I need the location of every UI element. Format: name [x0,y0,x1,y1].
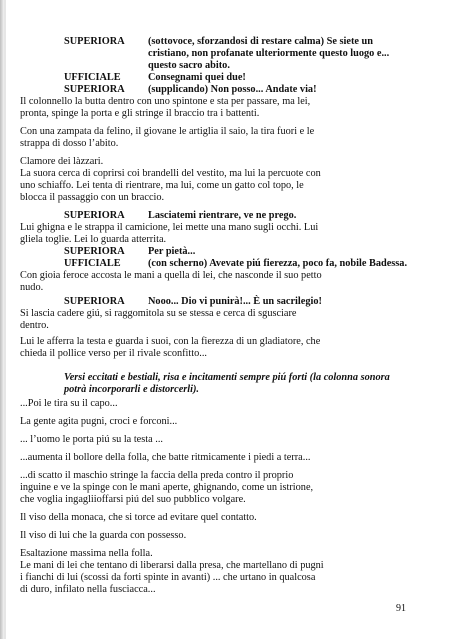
narration-line: nudo. [20,282,44,293]
narration-line: pronta, spinge la porta e gli stringe il braccio tra i battenti. [20,108,260,119]
scene-line: Il viso della monaca, che si torce ad evitare quel contatto. [20,512,257,523]
scene-line: ... l’uomo le porta piú su la testa ... [20,434,163,445]
dialogue-line: Nooo... Dio vi punirà!... È un sacrilegio! [148,296,322,307]
narration-line: La suora cerca di coprirsi coi brandelli del vestito, ma lui la percuote con [20,168,321,179]
scene-line: ...Poi le tira su il capo... [20,398,118,409]
stage-direction-line: Versi eccitati e bestiali, risa e incitamenti sempre piú forti (la colonna sonora [64,372,390,383]
scene-line: ...aumenta il bollore della folla, che batte ritmicamente i piedi a terra... [20,452,311,463]
scene-line: che voglia ingagliioffarsi piú del suo pubblico volgare. [20,494,246,505]
dialogue-line: Lasciatemi rientrare, ve ne prego. [148,210,297,221]
dialogue-line: (supplicando) Non posso... Andate via! [148,84,317,95]
dialogue-line: (sottovoce, sforzandosi di restare calma) Se siete un [148,36,373,47]
dialogue-line: questo sacro abito. [148,60,230,71]
narration-line: uno schiaffo. Lei tenta di rientrare, ma lui, come un gatto col topo, le [20,180,304,191]
narration-line: Con una zampata da felino, il giovane le artiglia il saio, la tira fuori e le [20,126,315,137]
narration-line: strappa di dosso l’abito. [20,138,119,149]
narration-line: dentro. [20,320,49,331]
narration-line: Lui le afferra la testa e guarda i suoi, con la fierezza di un gladiatore, che [20,336,321,347]
narration-line: blocca il passaggio con un braccio. [20,192,165,203]
scene-line: Esaltazione massima nella folla. [20,548,153,559]
speaker-name: SUPERIORA [64,210,125,221]
speaker-name: UFFICIALE [64,72,121,83]
scene-line: inguine e ve la spinge con le mani aperte, ghignando, come un istrione, [20,482,314,493]
speaker-name: SUPERIORA [64,36,125,47]
page-edge-line [4,0,6,639]
speaker-name: UFFICIALE [64,258,121,269]
dialogue-line: (con scherno) Avevate piú fierezza, poco fa, nobile Badessa. [148,258,408,269]
scene-line: di duro, infilato nella fusciacca... [20,584,156,595]
speaker-name: SUPERIORA [64,84,125,95]
scene-line: La gente agita pugni, croci e forconi... [20,416,178,427]
narration-line: Clamore dei làzzari. [20,156,104,167]
dialogue-line: Per pietà... [148,246,196,257]
scene-line: ...di scatto il maschio stringe la faccia della preda contro il proprio [20,470,294,481]
stage-direction-line: potrà incorporarli e distorcerli). [64,384,200,395]
scene-line: i fianchi di lui (scossi da forti spinte in avanti) ... che urtano in qualcosa [20,572,316,583]
dialogue-line: cristiano, non profanate ulteriormente questo luogo e... [148,48,390,59]
speaker-name: SUPERIORA [64,246,125,257]
narration-line: Si lascia cadere giú, si raggomitola su se stessa e cerca di sgusciare [20,308,297,319]
page-number: 91 [396,603,406,614]
narration-line: Lui ghigna e le strappa il camicione, lei mette una mano sugli occhi. Lui [20,222,319,233]
narration-line: chieda il pollice verso per il rivale sconfitto... [20,348,207,359]
narration-line: gliela toglie. Lei lo guarda atterrita. [20,234,167,245]
scene-line: Le mani di lei che tentano di liberarsi dalla presa, che martellano di pugni [20,560,324,571]
narration-line: Il colonnello la butta dentro con uno spintone e sta per passare, ma lei, [20,96,311,107]
dialogue-line: Consegnami quei due! [148,72,246,83]
scene-line: Il viso di lui che la guarda con possesso. [20,530,187,541]
narration-line: Con gioia feroce accosta le mani a quella di lei, che nasconde il suo petto [20,270,322,281]
speaker-name: SUPERIORA [64,296,125,307]
